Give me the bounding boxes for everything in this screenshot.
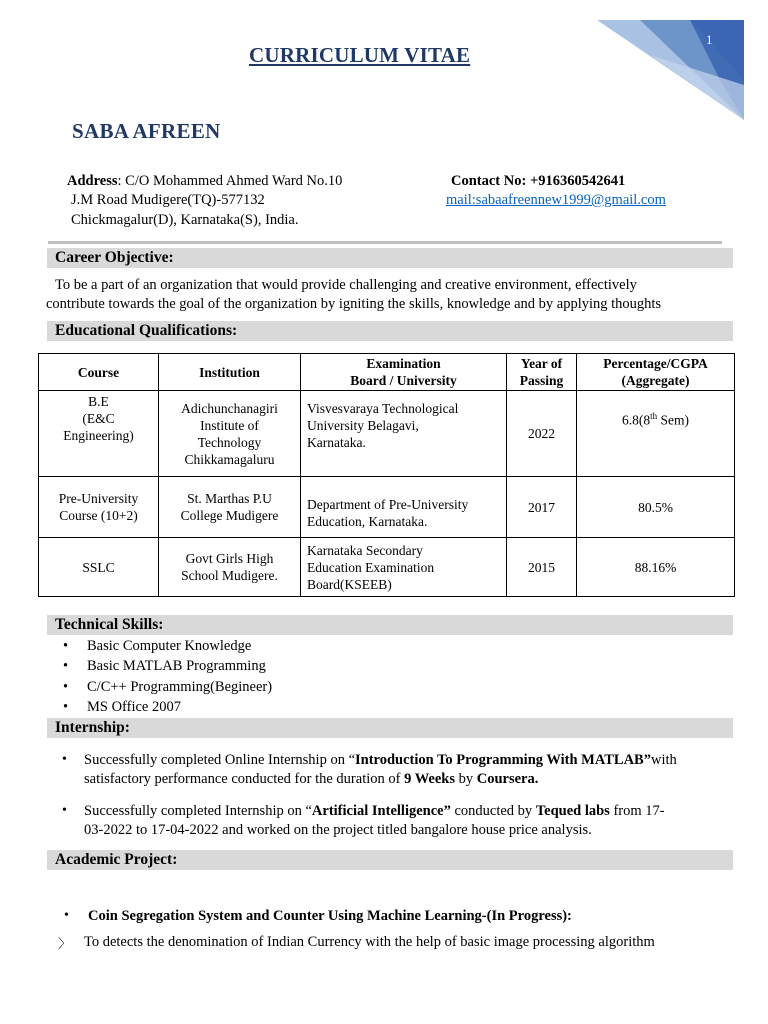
section-internship: Internship: (47, 718, 733, 738)
bullet-icon: • (62, 803, 67, 818)
header-year: Year of Passing (507, 354, 577, 391)
header-course: Course (39, 354, 159, 391)
bullet-icon: • (62, 752, 67, 767)
arrow-icon: 〉 (58, 936, 72, 951)
table-row (39, 391, 735, 477)
cell-year: 2022 (507, 391, 577, 477)
list-item: • Basic MATLAB Programming (60, 656, 272, 676)
skills-list (60, 636, 272, 717)
cell-year: 2015 (507, 538, 577, 597)
address-line-1: Address: C/O Mohammed Ahmed Ward No.10 (67, 173, 343, 189)
list-item: • C/C++ Programming(Begineer) (60, 677, 272, 697)
table-header-row (39, 354, 735, 391)
section-academic-project: Academic Project: (47, 850, 733, 870)
cell-course: B.E (E&C Engineering) (39, 391, 159, 477)
cell-board: Department of Pre-University Education, Karnataka. (301, 477, 507, 538)
email-link[interactable]: mail:sabaafreennew1999@gmail.com (446, 192, 666, 208)
list-item: • Basic Computer Knowledge (60, 636, 272, 656)
objective-line-2: contribute towards the goal of the organization by igniting the skills, knowledge and by applying thoughts (46, 296, 662, 312)
contact-number: Contact No: +916360542641 (451, 173, 626, 189)
table-row (39, 538, 735, 597)
bullet-icon: • (64, 908, 69, 923)
header-board: Examination Board / University (301, 354, 507, 391)
table-row (39, 477, 735, 538)
cell-score: 88.16% (577, 538, 735, 597)
address-line-3: Chickmagalur(D), Karnataka(S), India. (71, 212, 299, 228)
project-title: Coin Segregation System and Counter Using Machine Learning-(In Progress): (88, 908, 572, 924)
section-education: Educational Qualifications: (47, 321, 733, 341)
cell-year: 2017 (507, 477, 577, 538)
cell-institution: Govt Girls High School Mudigere. (159, 538, 301, 597)
list-item: • MS Office 2007 (60, 697, 272, 717)
cell-board: Visvesvaraya Technological University Belagavi, Karnataka. (301, 391, 507, 477)
candidate-name: SABA AFREEN (72, 119, 221, 143)
address-line-2: J.M Road Mudigere(TQ)-577132 (71, 192, 265, 208)
internship-item-1: Successfully completed Online Internship on “Introduction To Programming With MATLAB”with satisfactory performance conducted for the duration of 9 Weeks by Coursera. (84, 752, 677, 787)
page-number: 1 (706, 32, 713, 47)
project-description: To detects the denomination of Indian Currency with the help of basic image processing algorithm (84, 934, 655, 950)
cell-course: SSLC (39, 538, 159, 597)
cell-course: Pre-University Course (10+2) (39, 477, 159, 538)
objective-line-1: To be a part of an organization that would provide challenging and creative environment, effectively (55, 277, 637, 293)
cell-score: 80.5% (577, 477, 735, 538)
cell-board: Karnataka Secondary Education Examination Board(KSEEB) (301, 538, 507, 597)
education-table (38, 353, 735, 597)
header-percentage: Percentage/CGPA (Aggregate) (577, 354, 735, 391)
cell-score: 6.8(8th Sem) (577, 391, 735, 477)
internship-item-2: Successfully completed Internship on “Artificial Intelligence” conducted by Tequed labs from 17- 03-2022 to 17-04-2022 and worked on the project titled bangalore house price analysis. (84, 803, 665, 838)
cell-institution: St. Marthas P.U College Mudigere (159, 477, 301, 538)
section-technical-skills: Technical Skills: (47, 615, 733, 635)
page-title: CURRICULUM VITAE (249, 43, 471, 67)
cell-institution: Adichunchanagiri Institute of Technology Chikkamagaluru (159, 391, 301, 477)
header-divider (48, 241, 722, 244)
header-institution: Institution (159, 354, 301, 391)
section-career-objective: Career Objective: (47, 248, 733, 268)
